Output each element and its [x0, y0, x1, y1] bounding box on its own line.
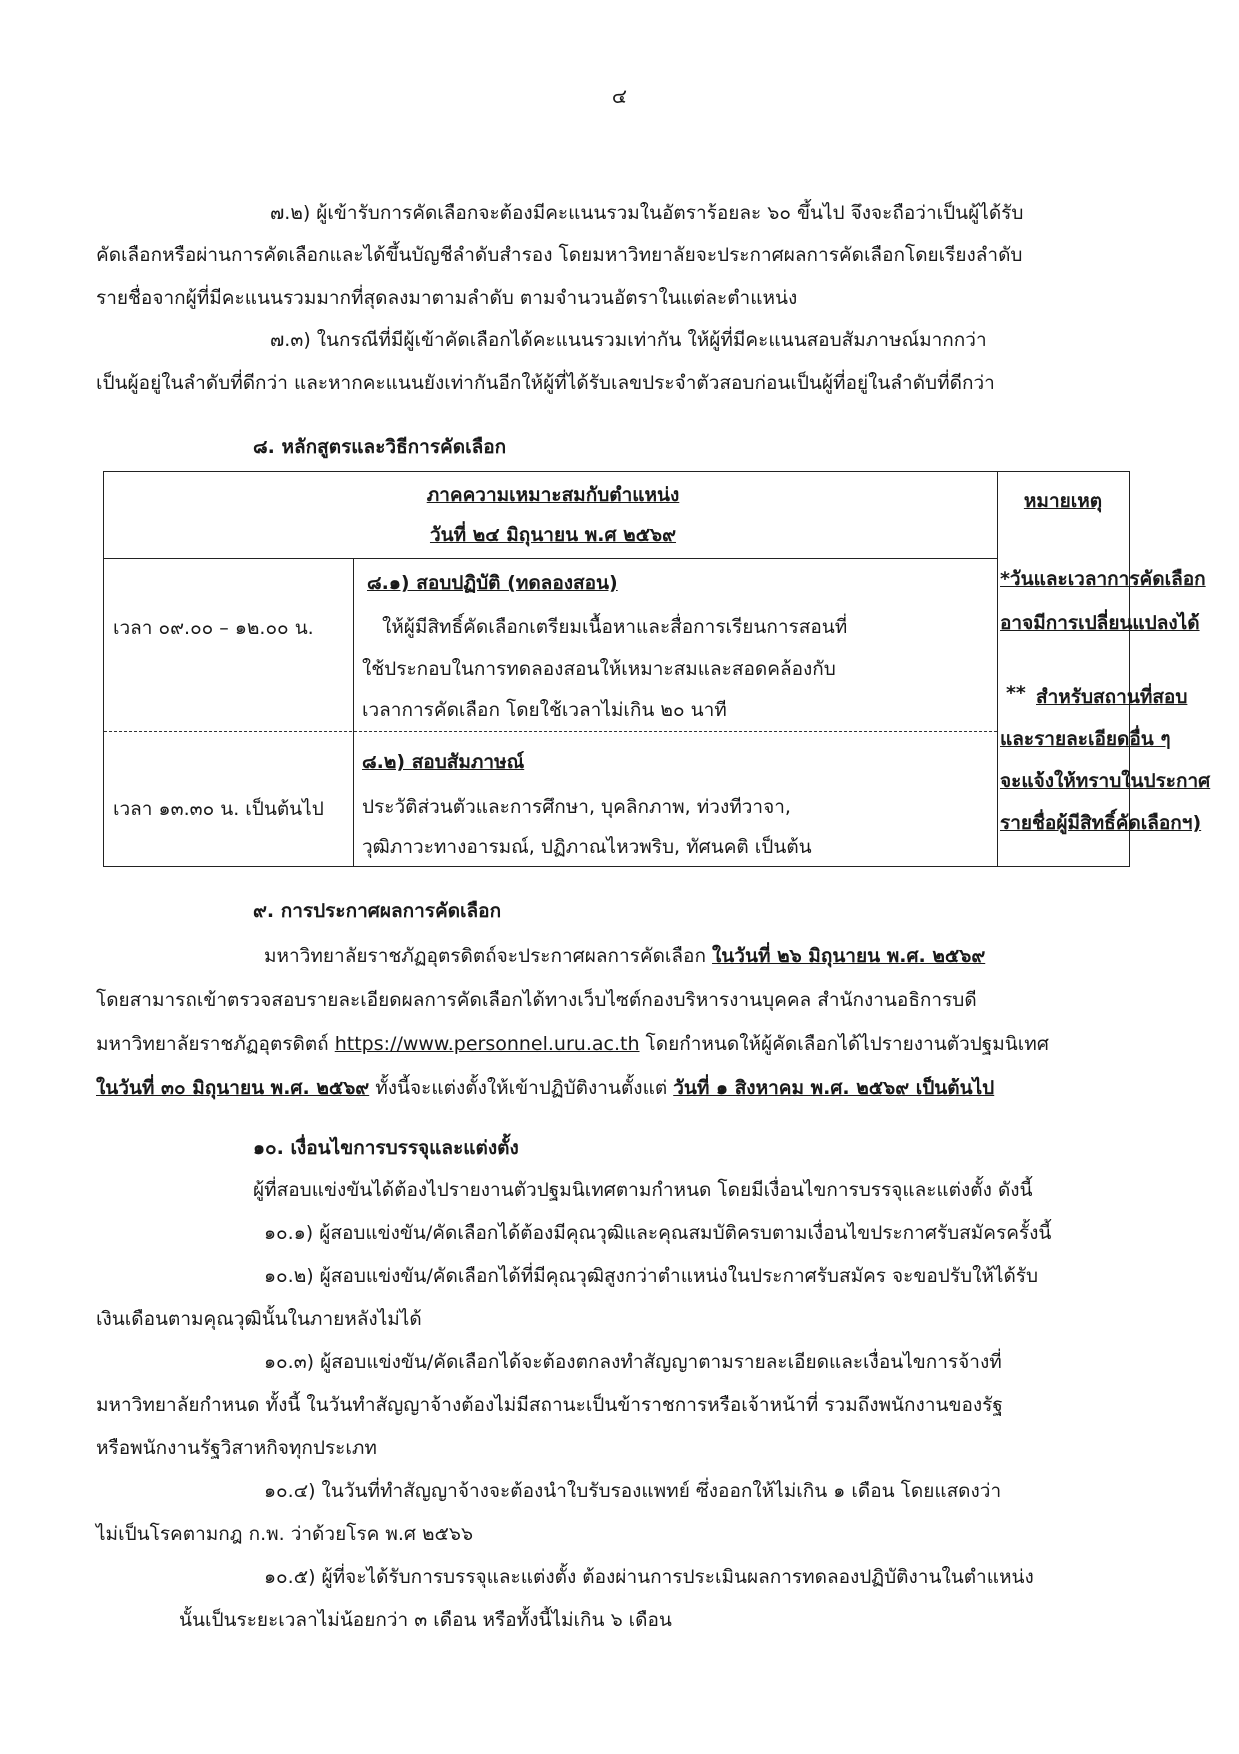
remarks-1-line-2: อาจมีการเปลี่ยนแปลงได้: [1000, 612, 1200, 634]
clause-10-3-line-1: ๑๐.๓) ผู้สอบแข่งขัน/คัดเลือกได้จะต้องตกลงทำสัญญาตามรายละเอียดและเงื่อนไขการจ้างที่: [264, 1351, 1002, 1373]
section-9-line-3-post: โดยกำหนดให้ผู้คัดเลือกได้ไปรายงานตัวปฐมนิเทศ: [645, 1033, 1049, 1055]
announcement-date: ในวันที่ ๒๖ มิถุนายน พ.ศ. ๒๕๖๙: [712, 945, 986, 967]
remarks-2-line-1: สำหรับสถานที่สอบ: [1036, 686, 1188, 708]
clause-7-2-line-3: รายชื่อจากผู้ที่มีคะแนนรวมมากที่สุดลงมาตามลำดับ ตามจำนวนอัตราในแต่ละตำแหน่ง: [96, 287, 798, 309]
section-9-line-4-mid: ทั้งนี้จะแต่งตั้งให้เข้าปฏิบัติงานตั้งแต่: [375, 1077, 668, 1099]
selection-schedule-table: [103, 471, 1211, 867]
clause-10-3-line-2: มหาวิทยาลัยกำหนด ทั้งนี้ ในวันทำสัญญาจ้างต้องไม่มีสถานะเป็นข้าราชการหรือเจ้าหน้าที่ รวมถึงพนักงานของรัฐ: [96, 1394, 1003, 1416]
section-9-heading: ๙. การประกาศผลการคัดเลือก: [253, 900, 502, 922]
section-9-line-3: [96, 1029, 1049, 1059]
section-9-line-2: โดยสามารถเข้าตรวจสอบรายละเอียดผลการคัดเลือกได้ทางเว็บไซต์กองบริหารงานบุคคล สำนักงานอธิการบดี: [96, 989, 977, 1011]
table-header-divider: [104, 558, 997, 559]
clause-10-4-line-1: ๑๐.๔) ในวันที่ทำสัญญาจ้างจะต้องนำใบรับรองแพทย์ ซึ่งออกให้ไม่เกิน ๑ เดือน โดยแสดงว่า: [264, 1480, 1002, 1502]
clause-7-3-line-2: เป็นผู้อยู่ในลำดับที่ดีกว่า และหากคะแนนยังเท่ากันอีกให้ผู้ที่ได้รับเลขประจำตัวสอบก่อนเป็นผู้ที่อยู่ในลำดับที่ดีกว่า: [96, 372, 995, 394]
row-2-time: เวลา ๑๓.๓๐ น. เป็นต้นไป: [113, 798, 324, 820]
row-1-line-3: เวลาการคัดเลือก โดยใช้เวลาไม่เกิน ๒๐ นาที: [362, 699, 727, 721]
clause-10-5-line-2: นั้นเป็นระยะเวลาไม่น้อยกว่า ๓ เดือน หรือทั้งนี้ไม่เกิน ๖ เดือน: [179, 1609, 672, 1631]
clause-10-2-line-2: เงินเดือนตามคุณวุฒินั้นในภายหลังไม่ได้: [96, 1308, 422, 1330]
row-2-line-1: ประวัติส่วนตัวและการศึกษา, บุคลิกภาพ, ท่วงทีวาจา,: [362, 796, 791, 818]
row-2-title: ๘.๒) สอบสัมภาษณ์: [362, 751, 525, 773]
start-work-date: วันที่ ๑ สิงหาคม พ.ศ. ๒๕๖๙ เป็นต้นไป: [673, 1077, 995, 1099]
section-9-line-4: [96, 1073, 994, 1103]
clause-10-4-line-2: ไม่เป็นโรคตามกฎ ก.พ. ว่าด้วยโรค พ.ศ ๒๕๖๖: [96, 1523, 474, 1545]
personnel-website-link[interactable]: https://www.personnel.uru.ac.th: [334, 1033, 640, 1055]
row-1-line-2: ใช้ประกอบในการทดลองสอนให้เหมาะสมและสอดคล้องกับ: [362, 658, 836, 680]
clause-10-1: ๑๐.๑) ผู้สอบแข่งขัน/คัดเลือกได้ต้องมีคุณวุฒิและคุณสมบัติครบตามเงื่อนไขประกาศรับสมัครครั้งนี้: [264, 1222, 1052, 1244]
section-10-heading: ๑๐. เงื่อนไขการบรรจุและแต่งตั้ง: [253, 1137, 519, 1159]
table-row-divider: [104, 731, 997, 732]
row-1-line-1: ให้ผู้มีสิทธิ์คัดเลือกเตรียมเนื้อหาและสื่อการเรียนการสอนที่: [382, 616, 848, 638]
clause-7-3-line-1: ๗.๓) ในกรณีที่มีผู้เข้าคัดเลือกได้คะแนนรวมเท่ากัน ให้ผู้ที่มีคะแนนสอบสัมภาษณ์มากกว่า: [270, 329, 987, 351]
clause-10-5-line-1: ๑๐.๕) ผู้ที่จะได้รับการบรรจุและแต่งตั้ง ต้องผ่านการประเมินผลการทดลองปฏิบัติงานในตำแหน่ง: [264, 1566, 1034, 1588]
orientation-date: ในวันที่ ๓๐ มิถุนายน พ.ศ. ๒๕๖๙: [96, 1077, 370, 1099]
clause-7-2-line-2: คัดเลือกหรือผ่านการคัดเลือกและได้ขึ้นบัญชีลำดับสำรอง โดยมหาวิทยาลัยจะประกาศผลการคัดเลือกโดยเรียงลำดับ: [96, 244, 1023, 266]
row-2-line-2: วุฒิภาวะทางอารมณ์, ปฏิภาณไหวพริบ, ทัศนคติ เป็นต้น: [362, 836, 812, 858]
clause-10-2-line-1: ๑๐.๒) ผู้สอบแข่งขัน/คัดเลือกได้ที่มีคุณวุฒิสูงกว่าตำแหน่งในประกาศรับสมัคร จะขอปรับให้ได้รับ: [264, 1265, 1039, 1287]
remarks-2-line-4: รายชื่อผู้มีสิทธิ์คัดเลือกฯ): [1000, 812, 1202, 834]
remarks-1-line-1: *วันและเวลาการคัดเลือก: [1000, 568, 1206, 590]
row-1-time: เวลา ๐๙.๐๐ – ๑๒.๐๐ น.: [113, 617, 314, 639]
remarks-2-prefix: **: [1006, 682, 1026, 704]
remarks-2-line-3: จะแจ้งให้ทราบในประกาศ: [1000, 770, 1211, 792]
section-8-heading: ๘. หลักสูตรและวิธีการคัดเลือก: [253, 436, 507, 458]
section-9-line-1-text: มหาวิทยาลัยราชภัฏอุตรดิตถ์จะประกาศผลการคัดเลือก: [264, 945, 706, 967]
table-column-divider: [997, 472, 998, 866]
page-number: ๔: [611, 84, 628, 108]
remarks-2-line-2: และรายละเอียดอื่น ๆ: [1000, 728, 1171, 750]
section-10-intro: ผู้ที่สอบแข่งขันได้ต้องไปรายงานตัวปฐมนิเทศตามกำหนด โดยมีเงื่อนไขการบรรจุและแต่งตั้ง ดังนี้: [253, 1179, 1033, 1201]
table-header-title: ภาคความเหมาะสมกับตำแหน่ง: [426, 484, 680, 506]
table-time-divider: [353, 558, 354, 866]
remarks-header: หมายเหตุ: [1023, 490, 1103, 512]
row-1-title: ๘.๑) สอบปฏิบัติ (ทดลองสอน): [367, 572, 618, 594]
table-header-date: วันที่ ๒๔ มิถุนายน พ.ศ ๒๕๖๙: [429, 524, 677, 546]
clause-7-2-line-1: ๗.๒) ผู้เข้ารับการคัดเลือกจะต้องมีคะแนนรวมในอัตราร้อยละ ๖๐ ขึ้นไป จึงจะถือว่าเป็นผู้ได้รับ: [270, 202, 1024, 224]
section-9-line-1: [264, 941, 985, 971]
clause-10-3-line-3: หรือพนักงานรัฐวิสาหกิจทุกประเภท: [96, 1437, 377, 1459]
section-9-line-3-pre: มหาวิทยาลัยราชภัฏอุตรดิตถ์: [96, 1033, 329, 1055]
